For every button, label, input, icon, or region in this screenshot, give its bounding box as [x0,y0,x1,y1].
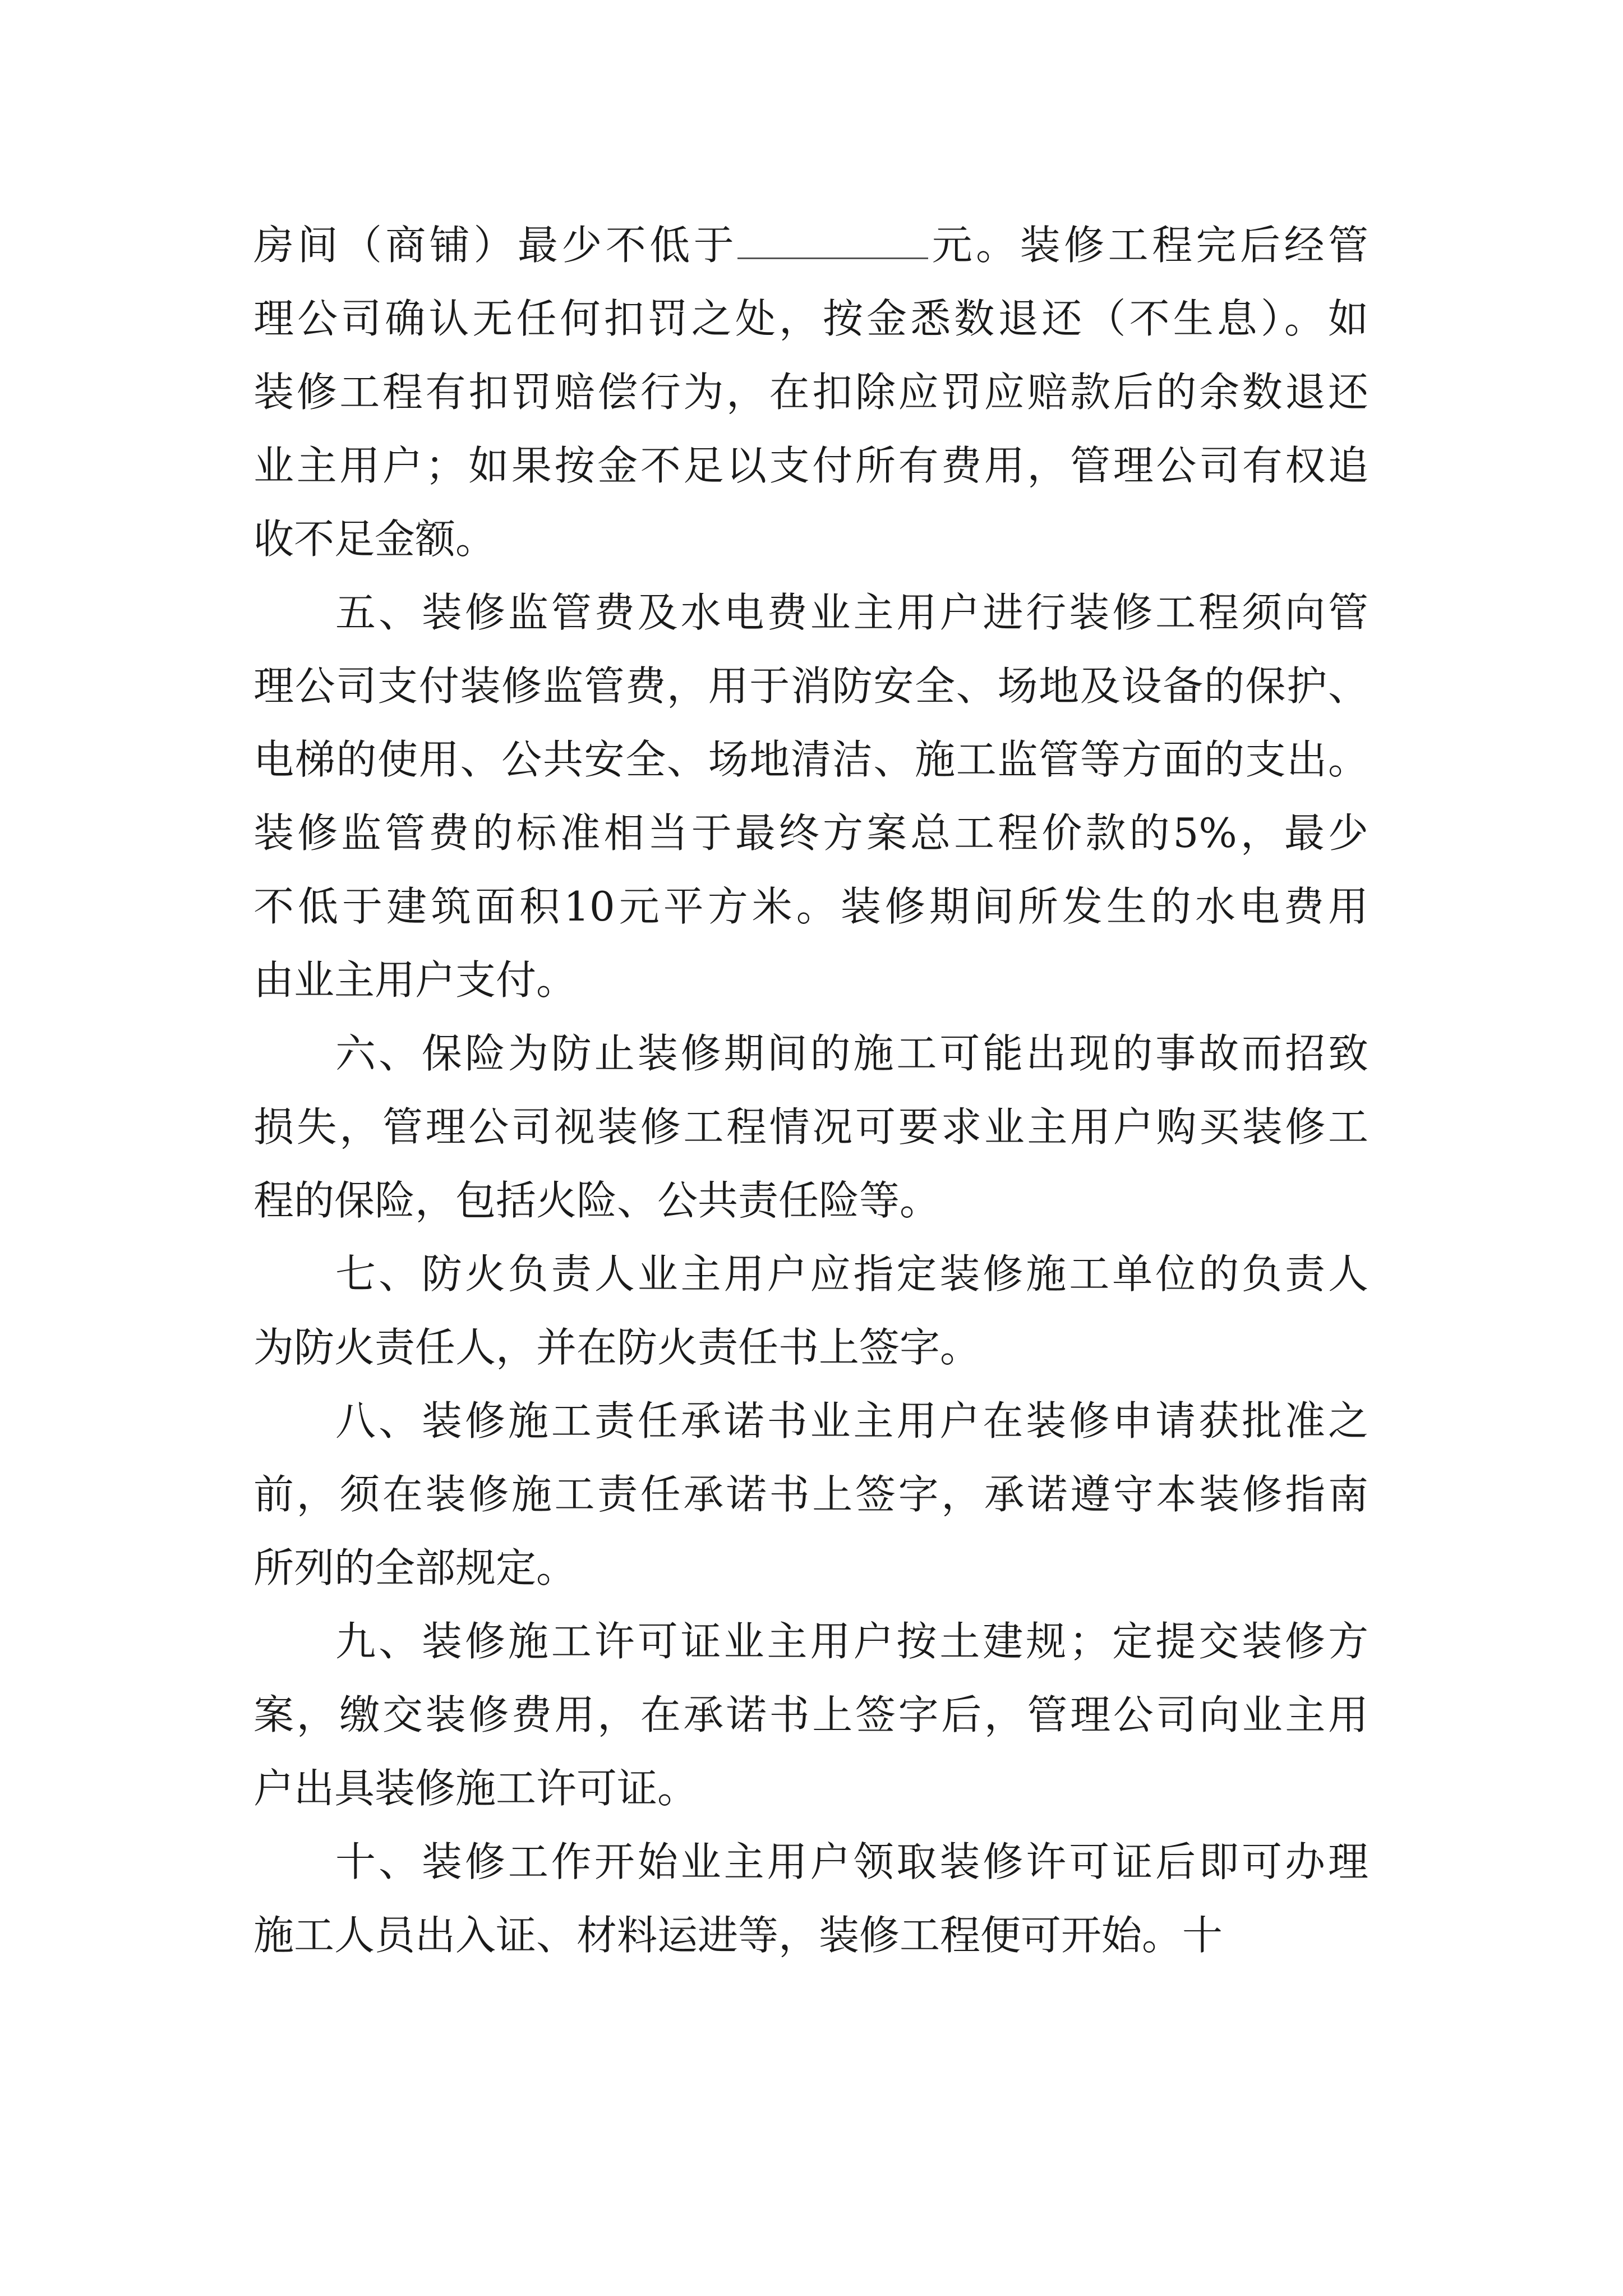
paragraph-commitment [253,1384,1368,1605]
paragraph-permit [253,1605,1368,1825]
text-line: 为防火责任人，并在防火责任书上签字。 [253,1324,981,1371]
text-line: 由业主用户支付。 [253,956,577,1004]
paragraph-insurance [253,1017,1368,1237]
paragraph-work-start [253,1825,1368,1972]
paragraph-deposit [253,209,1368,576]
text-line: 程的保险，包括火险、公共责任险等。 [253,1177,940,1224]
text-line: 业主用户；如果按金不足以支付所有费用，管理公司有权追 [253,442,1368,489]
paragraph-fire-safety [253,1237,1368,1384]
text-line: 装修监管费的标准相当于最终方案总工程价款的5%，最少 [253,809,1368,857]
text-line: 所列的全部规定。 [253,1544,577,1591]
text-line: 不低于建筑面积10元平方米。装修期间所发生的水电费用 [253,883,1368,930]
text-line: 五、装修监管费及水电费业主用户进行装修工程须向管 [335,589,1368,636]
fill-in-blank [737,224,928,259]
text-line: 施工人员出入证、材料运进等，装修工程便可开始。十 [253,1912,1223,1959]
text-line: 收不足金额。 [253,516,496,563]
document-page [253,209,1368,1972]
paragraph-supervision-fee [253,576,1368,1017]
text-line: 房间（商铺）最少不低于 元。装修工程完后经管 [253,222,1368,269]
text-line: 电梯的使用、公共安全、场地清洁、施工监管等方面的支出。 [253,736,1368,783]
text-line: 装修工程有扣罚赔偿行为，在扣除应罚应赔款后的余数退还 [253,369,1368,416]
text-line: 十、装修工作开始业主用户领取装修许可证后即可办理 [335,1838,1368,1885]
text-line: 六、保险为防止装修期间的施工可能出现的事故而招致 [335,1030,1368,1077]
text-line: 户出具装修施工许可证。 [253,1765,698,1812]
text-line: 损失，管理公司视装修工程情况可要求业主用户购买装修工 [253,1103,1368,1151]
text-line: 九、装修施工许可证业主用户按土建规；定提交装修方 [335,1618,1368,1665]
text-line: 理公司确认无任何扣罚之处，按金悉数退还（不生息）。如 [253,295,1368,342]
text-line: 七、防火负责人业主用户应指定装修施工单位的负责人 [335,1250,1368,1297]
text-line: 前，须在装修施工责任承诺书上签字，承诺遵守本装修指南 [253,1471,1368,1518]
text-line: 案，缴交装修费用，在承诺书上签字后，管理公司向业主用 [253,1691,1368,1738]
text-line: 理公司支付装修监管费，用于消防安全、场地及设备的保护、 [253,662,1368,710]
text-line: 八、装修施工责任承诺书业主用户在装修申请获批准之 [335,1397,1368,1444]
